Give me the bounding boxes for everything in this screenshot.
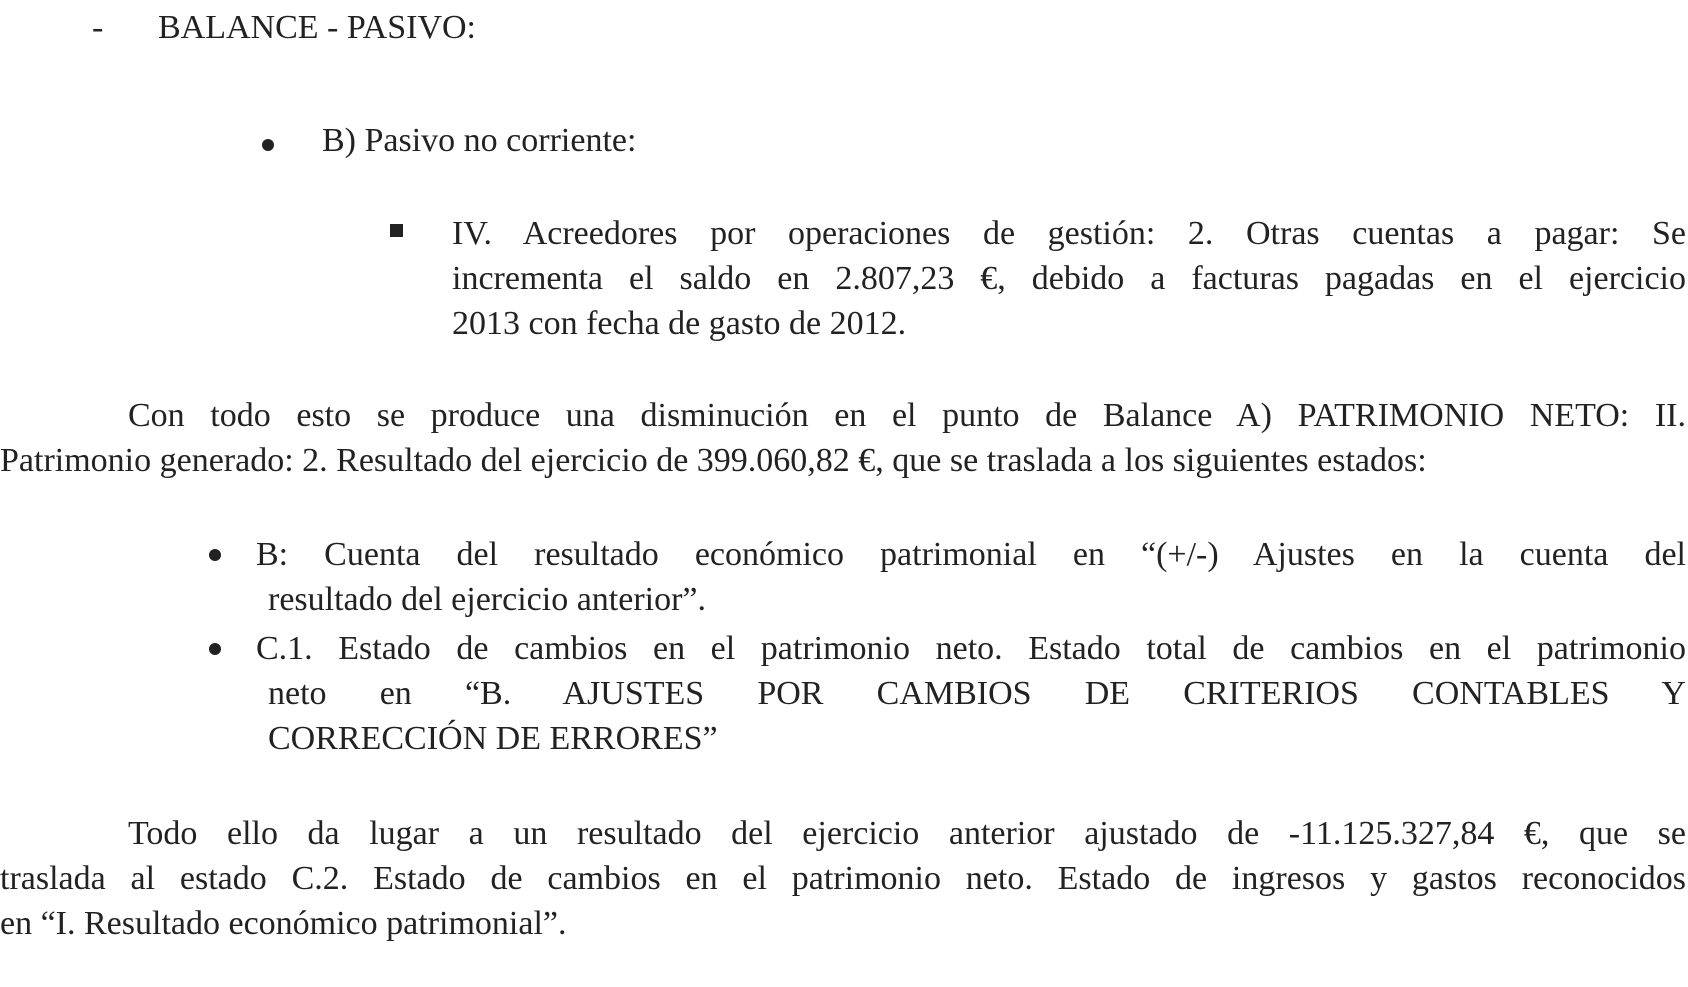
paragraph-2-line-3: en “I. Resultado económico patrimonial”.: [0, 905, 567, 942]
paragraph-1-line-2: Patrimonio generado: 2. Resultado del ejercicio de 399.060,82 €, que se traslada a los siguientes estados:: [0, 442, 1427, 479]
bullet-2-line-2: neto en “B. AJUSTES POR CAMBIOS DE CRITERIOS CONTABLES Y: [268, 675, 1686, 712]
bullet-icon: [262, 139, 274, 151]
paragraph-2-line-1: Todo ello da lugar a un resultado del ejercicio anterior ajustado de -11.125.327,84 €, que se: [128, 815, 1686, 852]
bullet-2-line-3: CORRECCIÓN DE ERRORES”: [268, 720, 718, 757]
item-iv-line-1: IV. Acreedores por operaciones de gestión: 2. Otras cuentas a pagar: Se: [452, 215, 1686, 252]
bullet-icon: [209, 643, 221, 655]
bullet-1-line-2: resultado del ejercicio anterior”.: [268, 581, 706, 618]
square-bullet-icon: [390, 224, 403, 237]
bullet-2-line-1: C.1. Estado de cambios en el patrimonio neto. Estado total de cambios en el patrimonio: [256, 630, 1686, 667]
heading-dash: -: [92, 9, 104, 46]
paragraph-1-line-1: Con todo esto se produce una disminución en el punto de Balance A) PATRIMONIO NETO: II.: [128, 397, 1686, 434]
subsection-heading: B) Pasivo no corriente:: [322, 122, 637, 159]
section-heading: BALANCE - PASIVO:: [158, 9, 477, 46]
item-iv-line-3: 2013 con fecha de gasto de 2012.: [452, 305, 907, 342]
paragraph-2-line-2: traslada al estado C.2. Estado de cambios en el patrimonio neto. Estado de ingresos y gastos reconocidos: [0, 860, 1686, 897]
item-iv-line-2: incrementa el saldo en 2.807,23 €, debido a facturas pagadas en el ejercicio: [452, 260, 1686, 297]
bullet-1-line-1: B: Cuenta del resultado económico patrimonial en “(+/-) Ajustes en la cuenta del: [256, 536, 1686, 573]
bullet-icon: [209, 549, 221, 561]
